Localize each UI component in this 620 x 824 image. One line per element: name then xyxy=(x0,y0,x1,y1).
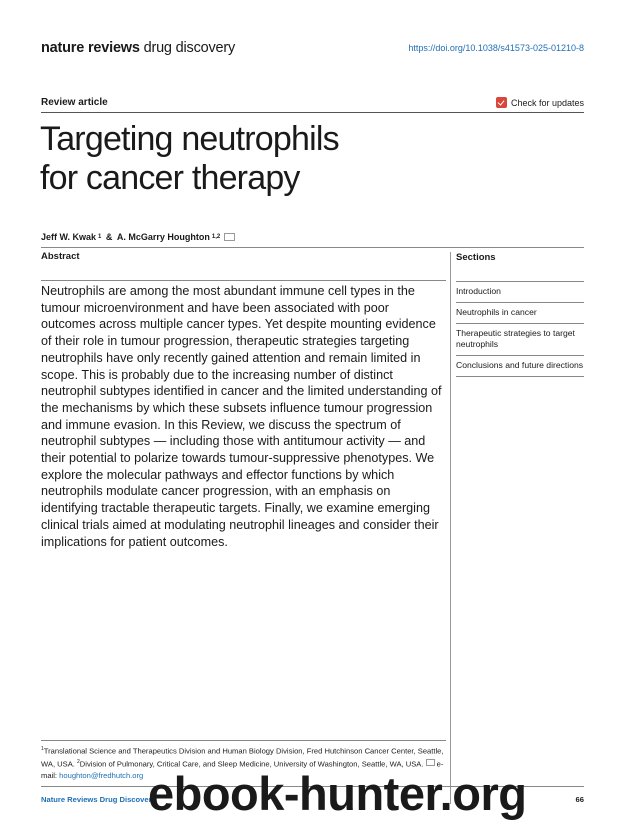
envelope-icon[interactable] xyxy=(224,233,235,241)
author-2[interactable]: A. McGarry Houghton xyxy=(116,232,210,242)
doi-link[interactable]: https://doi.org/10.1038/s41573-025-01210-8 xyxy=(408,43,584,53)
journal-name-bold: nature reviews xyxy=(41,40,140,56)
affil-2-marker: 2 xyxy=(77,758,80,765)
divider xyxy=(41,280,446,281)
page-number: 66 xyxy=(575,795,584,804)
check-updates-button[interactable] xyxy=(496,97,584,108)
divider xyxy=(41,247,584,248)
divider xyxy=(41,740,446,741)
email-link[interactable]: houghton@fredhutch.org xyxy=(59,770,144,780)
abstract-heading: Abstract xyxy=(41,251,80,262)
author-1-affil: 1 xyxy=(98,234,102,240)
article-type: Review article xyxy=(41,97,108,108)
author-list xyxy=(41,232,235,242)
title-line-1: Targeting neutrophils xyxy=(40,120,339,158)
journal-name-light: drug discovery xyxy=(139,40,236,56)
footer-journal[interactable]: Nature Reviews Drug Discovery xyxy=(41,795,156,804)
author-separator: & xyxy=(103,232,115,242)
check-updates-icon xyxy=(496,97,507,108)
article-title xyxy=(40,120,460,198)
section-link-neutrophils-in-cancer[interactable]: Neutrophils in cancer xyxy=(456,302,584,323)
watermark: ebook-hunter.org xyxy=(148,767,527,820)
abstract-text: Neutrophils are among the most abundant immune cell types in the tumour microenvironment and have been associated with poor outcomes across multiple cancer types. Yet despite mounting evidence of their role in tumour progression, therapeutic strategies targeting neutrophils have only recently gained attention and remain limited in scope. This is probably due to the increasing number of distinct neutrophil subtypes identified in cancer and the limited understanding of the mechanisms by which these subsets influence tumour progression and immune evasion. In this Review, we discuss the spectrum of neutrophil subtypes — including those with antitumour activity — and their potential to polarize towards tumour-suppressive phenotypes. We explore the molecular pathways and effector functions by which neutrophils modulate cancer progression, with an emphasis on identifying tractable therapeutic targets. Finally, we examine emerging clinical trials aimed at modulating neutrophil lineages and consider their implications for patient outcomes. xyxy=(41,284,442,549)
sections-nav xyxy=(456,281,584,377)
affil-2-text: Division of Pulmonary, Critical Care, and Sleep Medicine, University of Washington, Seattle, WA, USA. xyxy=(79,759,426,769)
section-link-therapeutic-strategies[interactable]: Therapeutic strategies to target neutrophils xyxy=(456,323,584,355)
check-updates-label: Check for updates xyxy=(510,97,584,108)
section-link-conclusions[interactable]: Conclusions and future directions xyxy=(456,355,584,377)
divider xyxy=(41,112,584,113)
title-line-2: for cancer therapy xyxy=(40,159,300,197)
sections-heading: Sections xyxy=(456,252,496,263)
affil-1-marker: 1 xyxy=(41,746,44,752)
column-divider xyxy=(450,252,451,804)
affil-1-text: Translational Science and Therapeutics Division and Human Biology Division, Fred Hutchinson Cancer Center, Seattle, WA, USA. xyxy=(41,746,444,769)
author-1[interactable]: Jeff W. Kwak xyxy=(41,232,97,242)
journal-name xyxy=(41,40,235,56)
author-2-affil: 1,2 xyxy=(211,234,221,240)
section-link-introduction[interactable]: Introduction xyxy=(456,281,584,302)
email-label: e-mail: xyxy=(41,759,444,780)
